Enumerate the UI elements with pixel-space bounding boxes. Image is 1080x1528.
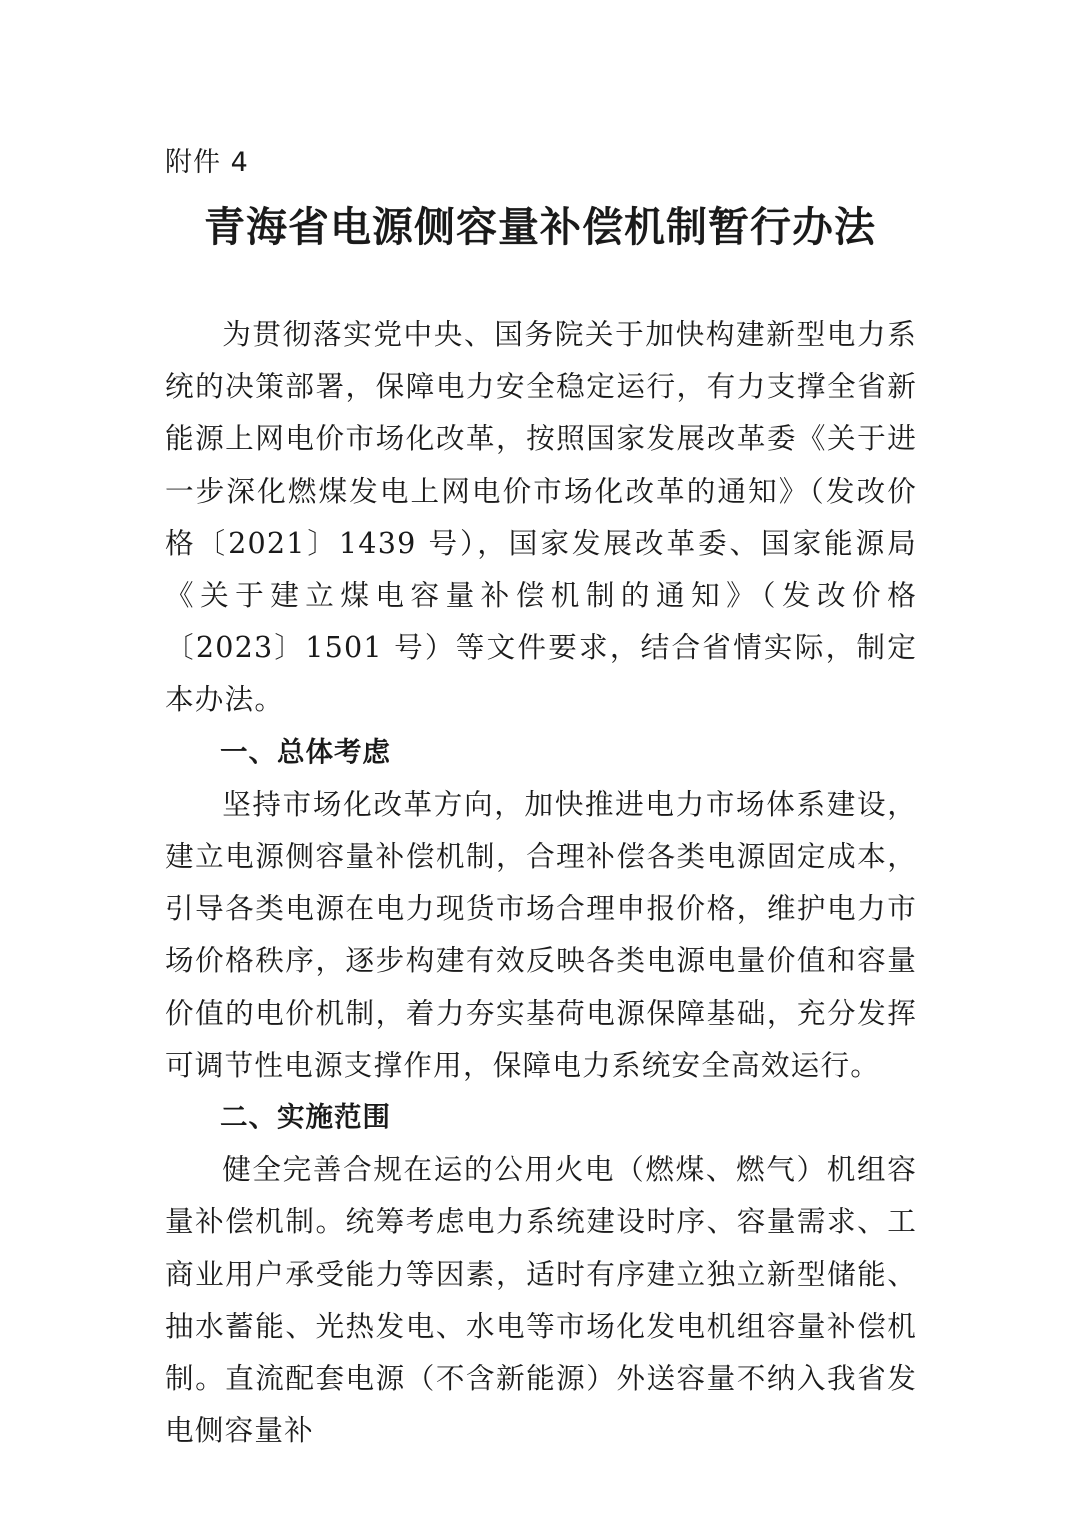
intro-paragraph: 为贯彻落实党中央、国务院关于加快构建新型电力系统的决策部署，保障电力安全稳定运行，有力支撑全省新能源上网电价市场化改革，按照国家发展改革委《关于进一步深化燃煤发电上网电价市场化改革的通知》（发改价格〔2021〕1439 号），国家发展改革委、国家能源局《关于建立煤电容量补偿机制的通知》（发改价格〔2023〕1501 号）等文件要求，结合省情实际，制定本办法。	[165, 317, 917, 717]
section-heading-overall: 一、总体考虑	[220, 735, 391, 768]
document-title: 青海省电源侧容量补偿机制暂行办法	[204, 203, 876, 251]
section-heading-scope: 二、实施范围	[220, 1101, 391, 1134]
section-paragraph-scope: 健全完善合规在运的公用火电（燃煤、燃气）机组容量补偿机制。统筹考虑电力系统建设时序、容量需求、工商业用户承受能力等因素，适时有序建立独立新型储能、抽水蓄能、光热发电、水电等市场化发电机组容量补偿机制。直流配套电源（不含新能源）外送容量不纳入我省发电侧容量补	[165, 1152, 917, 1448]
section-paragraph-overall: 坚持市场化改革方向，加快推进电力市场体系建设，建立电源侧容量补偿机制，合理补偿各类电源固定成本，引导各类电源在电力现货市场合理申报价格，维护电力市场价格秩序，逐步构建有效反映各类电源电量价值和容量价值的电价机制，着力夯实基荷电源保障基础，充分发挥可调节性电源支撑作用，保障电力系统安全高效运行。	[165, 786, 917, 1082]
document-body	[165, 308, 917, 1456]
attachment-label: 附件 4	[165, 147, 249, 178]
